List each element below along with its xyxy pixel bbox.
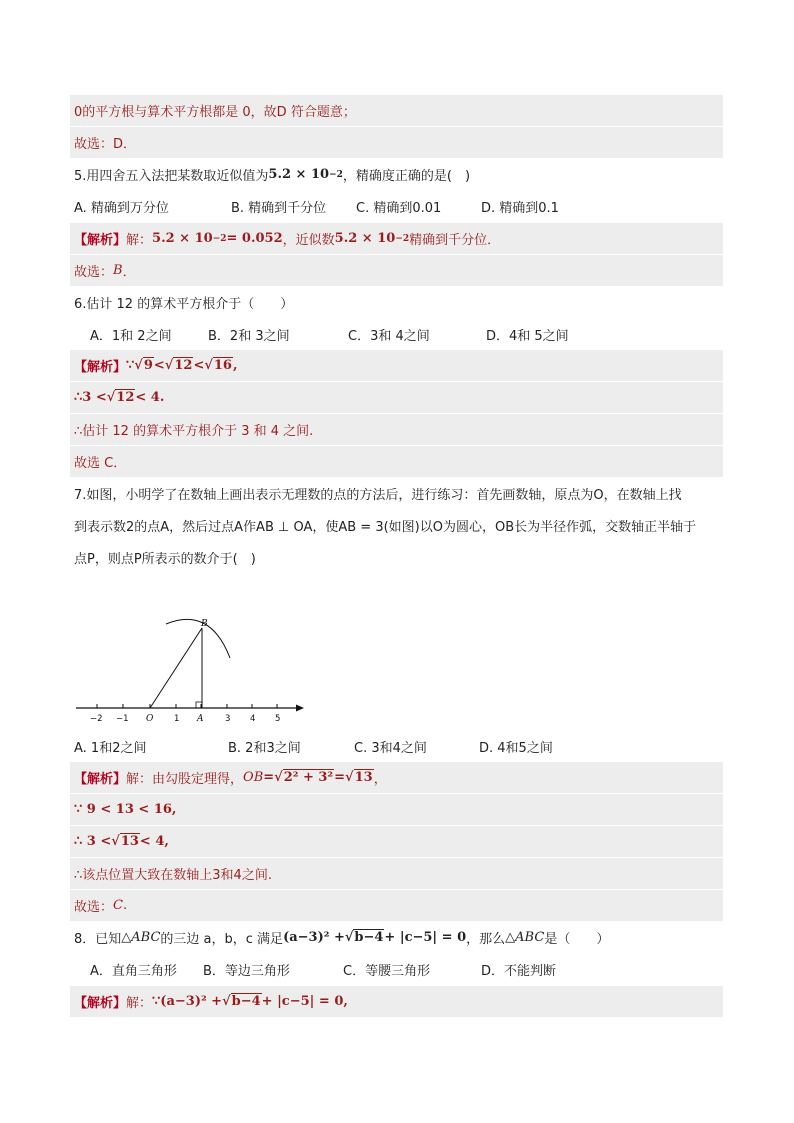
radicand: 9 <box>143 358 153 373</box>
question-5-options <box>70 191 723 222</box>
math-expression: △ABC <box>505 930 545 945</box>
math-symbol: , <box>232 358 238 373</box>
analysis-tag: 【解析】 <box>74 772 127 787</box>
number-line-diagram <box>70 608 320 728</box>
question-7-stem-1 <box>70 478 723 509</box>
math-expression: 5.2 × 10 <box>334 231 396 246</box>
question-6-options <box>70 319 723 350</box>
segment-ob <box>150 628 202 708</box>
answer-text: . <box>122 898 128 913</box>
answer-line <box>70 127 723 158</box>
axis-arrow <box>296 705 304 712</box>
radicand: 2² + 3² <box>283 770 334 785</box>
option-a: A．1和 2之间 <box>90 329 172 344</box>
math-exponent: −2 <box>329 169 343 180</box>
radicand: 12 <box>174 358 193 373</box>
math-expression: 5.2 × 10 <box>152 231 213 246</box>
option-c: C. 精确到0.01 <box>356 201 442 216</box>
question-8-options <box>70 954 723 985</box>
stem-text: 7.如图，小明学了在数轴上画出表示无理数的点的方法后，进行练习：首先画数轴，原点为O，在数轴上找 <box>74 488 682 503</box>
question-6-answer <box>70 446 723 477</box>
stem-text: 5.用四舍五入法把某数取近似值为 <box>74 169 269 184</box>
option-b: B．2和 3之间 <box>208 329 290 344</box>
stem-text: 到表示数2的点A，然后过点A作AB ⊥ OA，使AB = 3(如图)以O为圆心，OB长为半径作弧，交数轴正半轴于 <box>74 520 697 535</box>
math-expression: 5.2 × 10 <box>268 167 330 182</box>
label-b: B <box>201 619 208 629</box>
solution-text: 解： <box>126 233 153 248</box>
question-7-stem-3 <box>70 542 723 573</box>
solution-text: ∴估计 12 的算术平方根介于 3 和 4 之间. <box>74 424 314 439</box>
question-6-solution-1: 【解析】 ∵ √9 < √12 < √16 , <box>70 350 723 381</box>
question-7-solution-4 <box>70 858 723 889</box>
option-c: C. 3和4之间 <box>354 741 427 756</box>
analysis-tag: 【解析】 <box>74 360 127 375</box>
math-expression: ∵(a−3)² + <box>152 994 223 1009</box>
option-d: D．不能判断 <box>481 964 557 979</box>
option-c: C．等腰三角形 <box>343 964 431 979</box>
answer-text: 故选： <box>74 900 114 915</box>
solution-text: 解： <box>126 996 153 1011</box>
option-b: B. 精确到千分位 <box>231 201 327 216</box>
math-expression: △ABC <box>121 930 161 945</box>
radicand: 12 <box>116 390 135 405</box>
solution-text: 0的平方根与算术平方根都是 0，故D 符合题意； <box>74 105 356 120</box>
option-a: A. 1和2之间 <box>74 741 147 756</box>
tick-label: −2 <box>90 714 103 724</box>
question-7-solution-1: 【解析】 解：由勾股定理得， OB = √2² + 3² = √13 ， <box>70 762 723 793</box>
question-8-solution: 【解析】 解： ∵(a−3)² + √b−4 + |c−5| = 0, <box>70 986 723 1017</box>
math-expression: = 0.052 <box>226 231 283 246</box>
radicand: 16 <box>213 358 232 373</box>
question-7-answer <box>70 890 723 921</box>
stem-text: 6.估计 12 的算术平方根介于（ ） <box>74 297 294 312</box>
question-5-solution <box>70 223 723 254</box>
math-expression: (a−3)² + <box>283 930 345 945</box>
label-a: A <box>197 714 204 724</box>
solution-line <box>70 95 723 126</box>
arc <box>166 619 230 658</box>
tick-label: 4 <box>250 714 256 724</box>
answer-text: 故选 C． <box>74 456 127 471</box>
math-expression: ∴ 3 < <box>74 834 112 849</box>
number-line-figure <box>70 608 320 728</box>
math-symbol: < <box>193 358 205 373</box>
tick-label: −1 <box>116 714 129 724</box>
math-symbol: = <box>334 770 346 785</box>
math-expression: + |c−5| = 0, <box>261 994 348 1009</box>
analysis-tag: 【解析】 <box>74 233 127 248</box>
math-expression: ∵ 9 < 13 < 16, <box>74 802 177 817</box>
question-7-options <box>70 731 723 762</box>
math-symbol: ∵ <box>126 358 135 373</box>
question-5-stem <box>70 159 723 190</box>
solution-text: ∴该点位置大致在数轴上3和4之间. <box>74 868 272 883</box>
question-6-stem <box>70 287 723 318</box>
math-exponent: −2 <box>395 233 410 244</box>
stem-text: 点P，则点P所表示的数介于( ) <box>74 552 256 567</box>
solution-text: 精确到千分位． <box>409 233 501 248</box>
math-variable: OB <box>243 770 264 785</box>
tick-label: 1 <box>174 714 180 724</box>
option-d: D. 4和5之间 <box>479 741 553 756</box>
answer-text: ． <box>122 265 136 280</box>
question-7-stem-2 <box>70 510 723 541</box>
math-expression: < 4. <box>135 390 165 405</box>
question-5-answer <box>70 255 723 286</box>
radicand: b−4 <box>231 994 261 1009</box>
answer-letter: C <box>113 898 123 913</box>
question-8-stem: 8．已知 △ABC 的三边 a，b，c 满足 (a−3)² + √b−4 + |c−5| = 0 ，那么 △ABC 是（ ） <box>74 930 610 947</box>
radicand: b−4 <box>354 930 384 945</box>
question-6-solution-2: ∴3 < √12 < 4. <box>70 382 723 413</box>
stem-text: 8．已知 <box>74 932 122 947</box>
question-7-solution-3: ∴ 3 < √13 < 4, <box>70 826 723 857</box>
option-a: A．直角三角形 <box>90 964 177 979</box>
math-expression: + |c−5| = 0 <box>384 930 467 945</box>
answer-text: 故选：D． <box>74 137 137 152</box>
answer-letter: B <box>113 263 123 278</box>
option-d: D. 精确到0.1 <box>481 201 559 216</box>
stem-text: ，精确度正确的是( ) <box>342 169 471 184</box>
stem-text: 的三边 a，b，c 满足 <box>160 932 284 947</box>
analysis-tag: 【解析】 <box>74 996 127 1011</box>
solution-text: ，近似数 <box>282 233 335 248</box>
stem-text: 是（ ） <box>544 932 610 947</box>
math-symbol: < <box>153 358 165 373</box>
radicand: 13 <box>120 834 139 849</box>
option-d: D．4和 5之间 <box>486 329 569 344</box>
question-7-solution-2 <box>70 794 723 825</box>
math-expression: < 4, <box>139 834 169 849</box>
question-6-solution-3 <box>70 414 723 445</box>
stem-text: ，那么 <box>466 932 506 947</box>
option-b: B. 2和3之间 <box>228 741 301 756</box>
math-exponent: −2 <box>212 233 227 244</box>
radicand: 13 <box>354 770 373 785</box>
tick-label: 3 <box>225 714 231 724</box>
option-c: C．3和 4之间 <box>348 329 430 344</box>
answer-text: 故选： <box>74 265 114 280</box>
option-a: A. 精确到万分位 <box>74 201 169 216</box>
label-o: O <box>146 714 154 724</box>
math-expression: ∴3 < <box>74 390 107 405</box>
solution-text: 解：由勾股定理得， <box>126 772 244 787</box>
tick-label: 5 <box>275 714 281 724</box>
math-symbol: = <box>263 770 275 785</box>
solution-text: ， <box>373 772 387 787</box>
option-b: B．等边三角形 <box>203 964 290 979</box>
